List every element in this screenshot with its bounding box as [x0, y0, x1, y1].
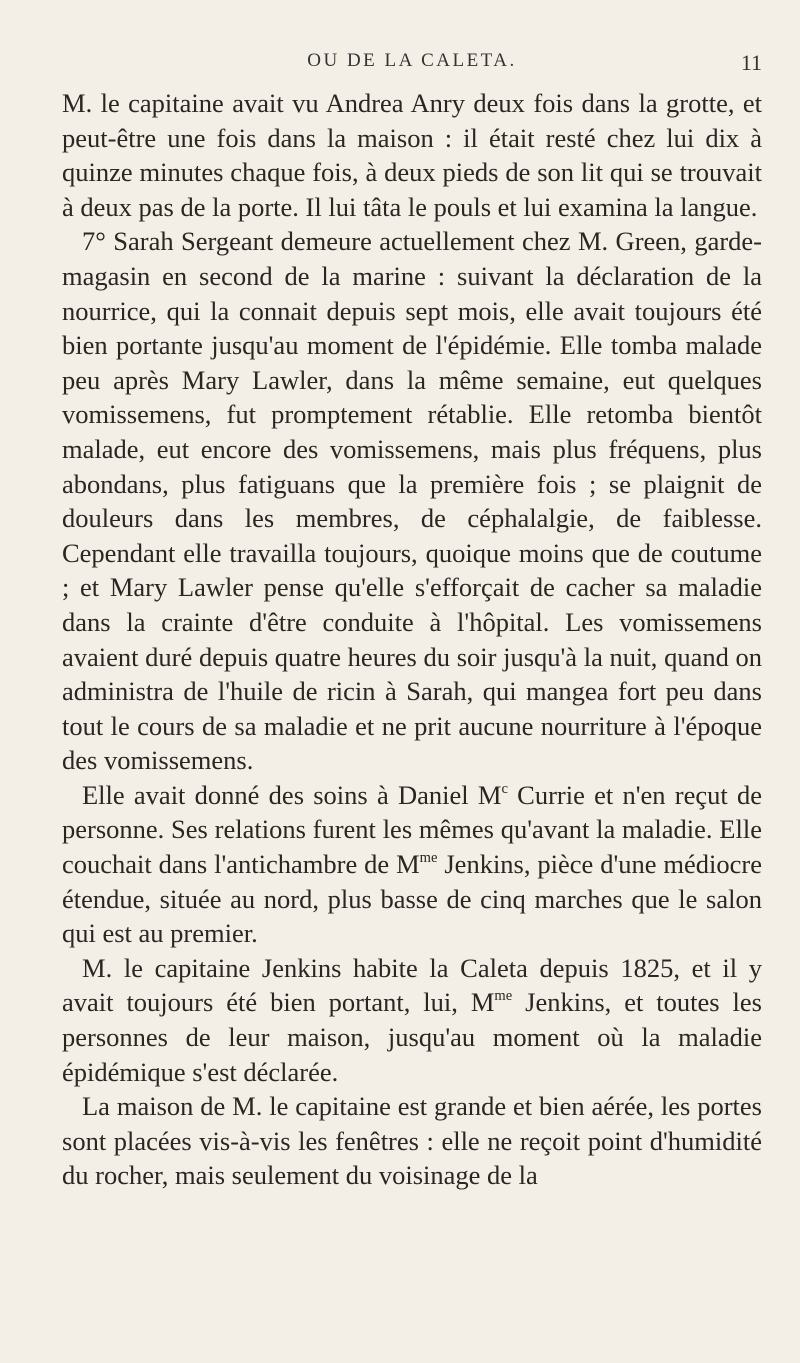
running-head: [62, 50, 762, 80]
paragraph-5: La maison de M. le capitaine est grande et bien aérée, les portes sont placées vis-à-vis les fenêtres : elle ne reçoit point d'humidité du rocher, mais seulement du voisinage de la: [62, 1091, 762, 1191]
paragraph-2: 7° Sarah Sergeant demeure actuellement chez M. Green, garde-magasin en second de la marine : suivant la déclaration de la nourrice, qui la connait depuis sept mois, elle avait toujours été bien portante jusqu'au moment de l'épidémie. Elle tomba malade peu après Mary Lawler, dans la même semaine, eut quelques vomissemens, fut promptement rétablie. Elle retomba bientôt malade, eut encore des vomissemens, mais plus fréquens, plus abondans, plus fatiguans que la première fois ; se plaignit de douleurs dans les membres, de céphalalgie, de faiblesse. Cependant elle travailla toujours, quoique moins que de coutume ; et Mary Lawler pense qu'elle s'efforçait de cacher sa maladie dans la crainte d'être conduite à l'hôpital. Les vomissemens avaient duré depuis quatre heures du soir jusqu'à la nuit, quand on administra de l'huile de ricin à Sarah, qui mangea fort peu dans tout le cours de sa maladie et ne prit aucune nourriture à l'époque des vomissemens.: [62, 226, 762, 776]
paragraph-4-text-start: M. le capitaine Jenkins habite la Caleta depuis 1825, et il y avait toujours été bien portant, lui, M: [62, 952, 762, 1018]
paragraph-3-text-middle: Currie et n'en reçut de personne. Ses relations furent les mêmes qu'avant la maladie. Elle couchait dans l'antichambre de M: [62, 779, 762, 880]
paragraph-3: [62, 778, 762, 951]
superscript-c: c: [501, 780, 508, 797]
paragraph-1: M. le capitaine avait vu Andrea Anry deux fois dans la grotte, et peut-être une fois dans la maison : il était resté chez lui dix à quinze minutes chaque fois, à deux pieds de son lit qui se trouvait à deux pas de la porte. Il lui tâta le pouls et lui examina la langue.: [62, 88, 762, 222]
superscript-me: me: [494, 988, 513, 1005]
superscript-me: me: [419, 850, 438, 867]
running-title: OU DE LA CALETA.: [307, 50, 517, 71]
body-text: [62, 86, 762, 1193]
paragraph-4: [62, 951, 762, 1089]
paragraph-4-text-end: Jenkins, et toutes les personnes de leur maison, jusqu'au moment où la maladie épidémique s'est déclarée.: [62, 987, 762, 1087]
paragraph-3-text-end: Jenkins, pièce d'une médiocre étendue, située au nord, plus basse de cinq marches que le salon qui est au premier.: [62, 849, 762, 949]
page-number: 11: [740, 50, 762, 75]
paragraph-3-text-start: Elle avait donné des soins à Daniel M: [82, 779, 502, 810]
